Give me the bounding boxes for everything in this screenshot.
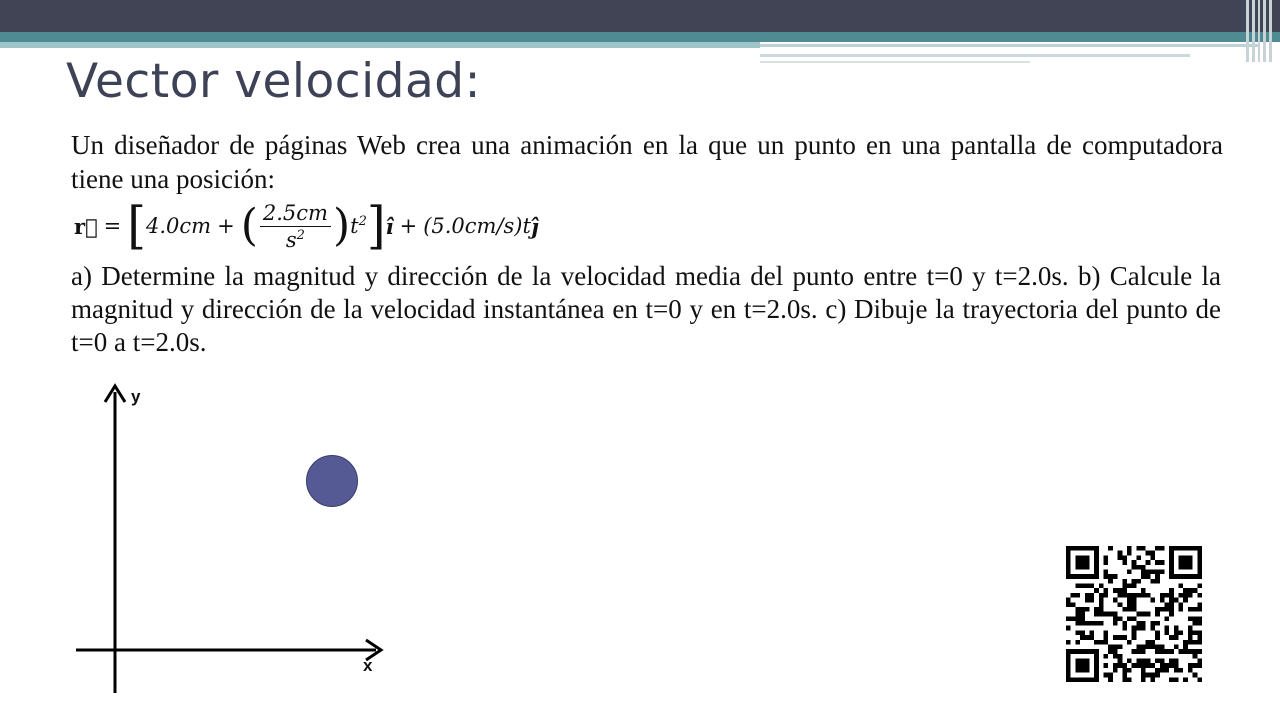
formula-lhs: r⃗ — [74, 213, 98, 239]
formula-fraction — [260, 201, 331, 252]
formula-term2: (5.0cm/s)t — [423, 214, 531, 238]
y-axis-label: y — [131, 387, 141, 406]
xy-axes-diagram — [70, 378, 390, 698]
problem-intro-text: Un diseñador de páginas Web crea una animación en la que un punto en una pantalla de computadora tiene una posición: — [71, 130, 1223, 194]
formula-close-bracket: ] — [366, 196, 386, 256]
x-axis-label: x — [363, 656, 373, 675]
header-band-light — [0, 42, 760, 48]
formula-time: $t^2$ — [350, 214, 367, 238]
header-line — [760, 44, 1260, 47]
fraction-denominator: $s^2$ — [285, 227, 305, 252]
problem-questions-text: a) Determine la magnitud y dirección de la velocidad media del punto entre t=0 y t=2.0s. b) Calcule la magnitud y dirección de la velocidad instantánea en t=0 y en t=2.0s. c) Dibuje la trayectoria del punto de t=0 a t=2.0s. — [71, 261, 1221, 357]
header-line — [760, 54, 1190, 57]
slide-title: Vector velocidad: — [66, 54, 481, 109]
header-band-teal — [0, 32, 1280, 42]
formula-plus: + — [217, 214, 235, 238]
qr-code — [1066, 546, 1202, 682]
position-formula — [74, 198, 539, 254]
formula-j-hat: ĵ — [530, 213, 539, 239]
formula-term1: 4.0cm — [146, 214, 212, 238]
formula-open-bracket: [ — [127, 196, 147, 256]
formula-plus-2: + — [399, 214, 418, 238]
header-line — [760, 61, 1030, 63]
moving-point — [306, 455, 358, 507]
formula-equals: = — [103, 214, 122, 238]
fraction-numerator: 2.5cm — [260, 201, 331, 227]
formula-i-hat: î — [385, 213, 394, 239]
header-band-dark — [0, 0, 1280, 32]
header-stripes — [1246, 0, 1272, 62]
formula-close-paren: ) — [332, 200, 351, 251]
formula-open-paren: ( — [240, 200, 258, 251]
